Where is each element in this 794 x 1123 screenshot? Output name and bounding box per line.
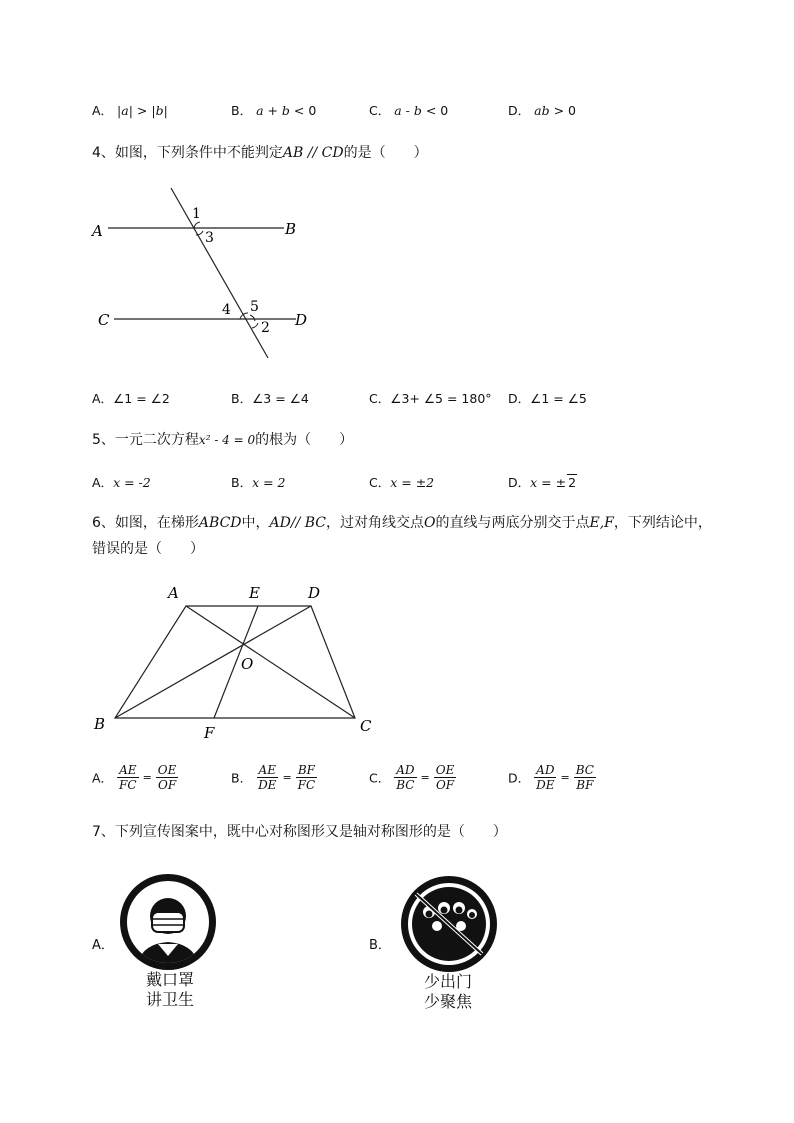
fraction — [394, 763, 416, 792]
q7-stem: 7、下列宣传图案中，既中心对称图形又是轴对称图形的是（ ） — [92, 824, 507, 840]
option-letter: C． — [369, 103, 391, 118]
fraction — [256, 763, 278, 792]
numerator: AE — [119, 763, 137, 777]
option-expr: a - b — [394, 103, 422, 118]
option-letter: B． — [231, 391, 253, 406]
angle-2-arc — [252, 323, 258, 328]
option-letter: C． — [369, 770, 391, 786]
label-a: A — [168, 584, 179, 602]
option-letter: A． — [92, 770, 114, 786]
option-op: < — [293, 103, 305, 118]
label-f: F — [204, 724, 215, 742]
q6-option-c[interactable] — [369, 763, 456, 792]
option-val: 0 — [440, 103, 449, 118]
option-text: x = 2 — [252, 475, 286, 490]
equals-sign: = — [420, 771, 430, 784]
denominator: BC — [396, 778, 415, 792]
q7-option-a-letter[interactable]: A． — [92, 938, 114, 953]
option-text: x = ± — [530, 475, 567, 490]
option-letter: D． — [508, 770, 531, 786]
q6-stem-line2: 错误的是（ ） — [92, 541, 204, 557]
mask-person-icon[interactable] — [118, 872, 218, 972]
q5-option-c[interactable] — [369, 473, 434, 491]
stem-math: O — [424, 515, 436, 531]
angle-5-arc — [250, 315, 255, 321]
option-letter: A． — [92, 475, 114, 490]
option-val: 0 — [308, 103, 317, 118]
q7-option-b-caption — [388, 972, 508, 1012]
option-letter: C． — [369, 475, 391, 490]
q6-stem-line1 — [92, 512, 712, 532]
numerator: OE — [157, 763, 177, 777]
label-b: B — [285, 220, 297, 238]
numerator: OE — [435, 763, 455, 777]
label-e: E — [249, 584, 260, 602]
numerator: BC — [575, 763, 594, 777]
option-letter: C． — [369, 391, 391, 406]
numerator: AD — [536, 763, 555, 777]
angle-label-3: 3 — [205, 230, 214, 246]
fraction — [117, 763, 139, 792]
numerator: BF — [297, 763, 315, 777]
q4-figure — [88, 180, 318, 365]
fraction — [434, 763, 457, 792]
stem-text: ，下列结论中， — [613, 515, 712, 531]
equals-sign: = — [560, 771, 570, 784]
option-val: 0 — [568, 103, 576, 118]
angle-label-4: 4 — [222, 302, 231, 318]
q7-option-a-caption — [110, 970, 230, 1010]
option-letter: A． — [92, 103, 114, 118]
diagonal-bd — [115, 606, 311, 718]
denominator: OF — [158, 778, 177, 792]
option-op: > — [553, 103, 565, 118]
q3-option-b[interactable] — [231, 101, 316, 119]
fraction — [534, 763, 556, 792]
option-letter: D． — [508, 391, 531, 406]
q6-option-d[interactable] — [508, 763, 596, 792]
stem-text: 中， — [241, 515, 270, 531]
stem-text: 6、如图，在梯形 — [92, 515, 199, 531]
denominator: DE — [258, 778, 277, 792]
option-text: ∠1 = ∠2 — [113, 391, 170, 406]
q5-option-b[interactable] — [231, 473, 286, 491]
crowd-icon[interactable] — [399, 874, 499, 974]
stem-math: AD// BC — [269, 515, 327, 531]
sqrt-radicand: 2 — [568, 475, 577, 490]
stem-math: E,F — [589, 515, 614, 531]
denominator: BF — [576, 778, 594, 792]
q5-option-a[interactable] — [92, 473, 151, 491]
angle-label-1: 1 — [192, 206, 201, 222]
option-expr: |a| — [117, 103, 133, 118]
q5-stem — [92, 429, 353, 449]
stem-text: 5、一元二次方程 — [92, 432, 199, 448]
q3-option-d[interactable] — [508, 101, 576, 119]
label-a: A — [92, 222, 103, 240]
label-b: B — [94, 715, 106, 733]
q5-option-d[interactable] — [508, 473, 577, 491]
trapezoid-abcd — [115, 606, 355, 718]
denominator: FC — [297, 778, 316, 792]
option-text: ∠3+ ∠5 = 180° — [390, 391, 492, 406]
transversal-line — [171, 188, 268, 358]
angle-1-arc — [194, 222, 200, 228]
q4-stem — [92, 142, 428, 162]
q6-figure — [88, 578, 378, 743]
label-o: O — [241, 655, 254, 673]
stem-text: 的直线与两底分别交于点 — [435, 515, 590, 531]
denominator: FC — [119, 778, 137, 792]
stem-math: ABCD — [198, 515, 242, 531]
equals-sign: = — [142, 771, 152, 784]
option-op: < — [425, 103, 437, 118]
option-op: > — [136, 103, 148, 118]
q6-option-a[interactable] — [92, 763, 178, 792]
option-expr: |b| — [151, 103, 168, 118]
label-c: C — [360, 717, 372, 735]
caption-line: 少聚焦 — [423, 992, 472, 1011]
stem-math: AB // CD — [282, 145, 344, 161]
option-letter: A． — [92, 391, 114, 406]
angle-label-5: 5 — [250, 299, 259, 315]
q4-option-a[interactable] — [92, 389, 170, 407]
option-text: ∠3 = ∠4 — [252, 391, 309, 406]
fraction — [574, 763, 596, 792]
q4-option-b[interactable] — [231, 389, 309, 407]
option-text: ∠1 = ∠5 — [530, 391, 587, 406]
denominator: DE — [536, 778, 555, 792]
option-text: x = -2 — [113, 475, 151, 490]
q4-option-d[interactable] — [508, 389, 587, 407]
fraction — [296, 763, 318, 792]
q7-option-b-letter[interactable]: B． — [369, 938, 391, 953]
label-c: C — [98, 311, 110, 329]
denominator: OF — [435, 778, 455, 792]
numerator: AD — [396, 763, 415, 777]
fraction — [156, 763, 179, 792]
numerator: AE — [258, 763, 276, 777]
caption-line: 戴口罩 — [145, 970, 194, 989]
option-expr: ab — [534, 103, 550, 118]
option-letter: B． — [231, 770, 253, 786]
q4-option-c[interactable] — [369, 389, 492, 407]
option-letter: D． — [508, 475, 531, 490]
q3-option-c[interactable] — [369, 101, 448, 119]
q3-option-a[interactable] — [92, 101, 168, 119]
option-letter: B． — [231, 103, 253, 118]
stem-text: 4、如图，下列条件中不能判定 — [92, 145, 283, 161]
diagonal-ac — [186, 606, 355, 718]
angle-label-2: 2 — [261, 320, 270, 336]
label-d: D — [295, 311, 308, 329]
q6-option-b[interactable] — [231, 763, 317, 792]
stem-text: 的根为（ ） — [255, 432, 354, 448]
caption-line: 讲卫生 — [145, 990, 194, 1009]
option-text: x = ±2 — [390, 475, 435, 490]
option-expr: a + b — [256, 103, 290, 118]
equals-sign: = — [282, 771, 292, 784]
option-letter: D． — [508, 103, 531, 118]
label-d: D — [308, 584, 321, 602]
stem-text: ，过对角线交点 — [326, 515, 425, 531]
stem-math: x² - 4 = 0 — [198, 433, 256, 447]
option-letter: B． — [231, 475, 253, 490]
caption-line: 少出门 — [423, 972, 472, 991]
stem-text: 的是（ ） — [343, 145, 428, 161]
